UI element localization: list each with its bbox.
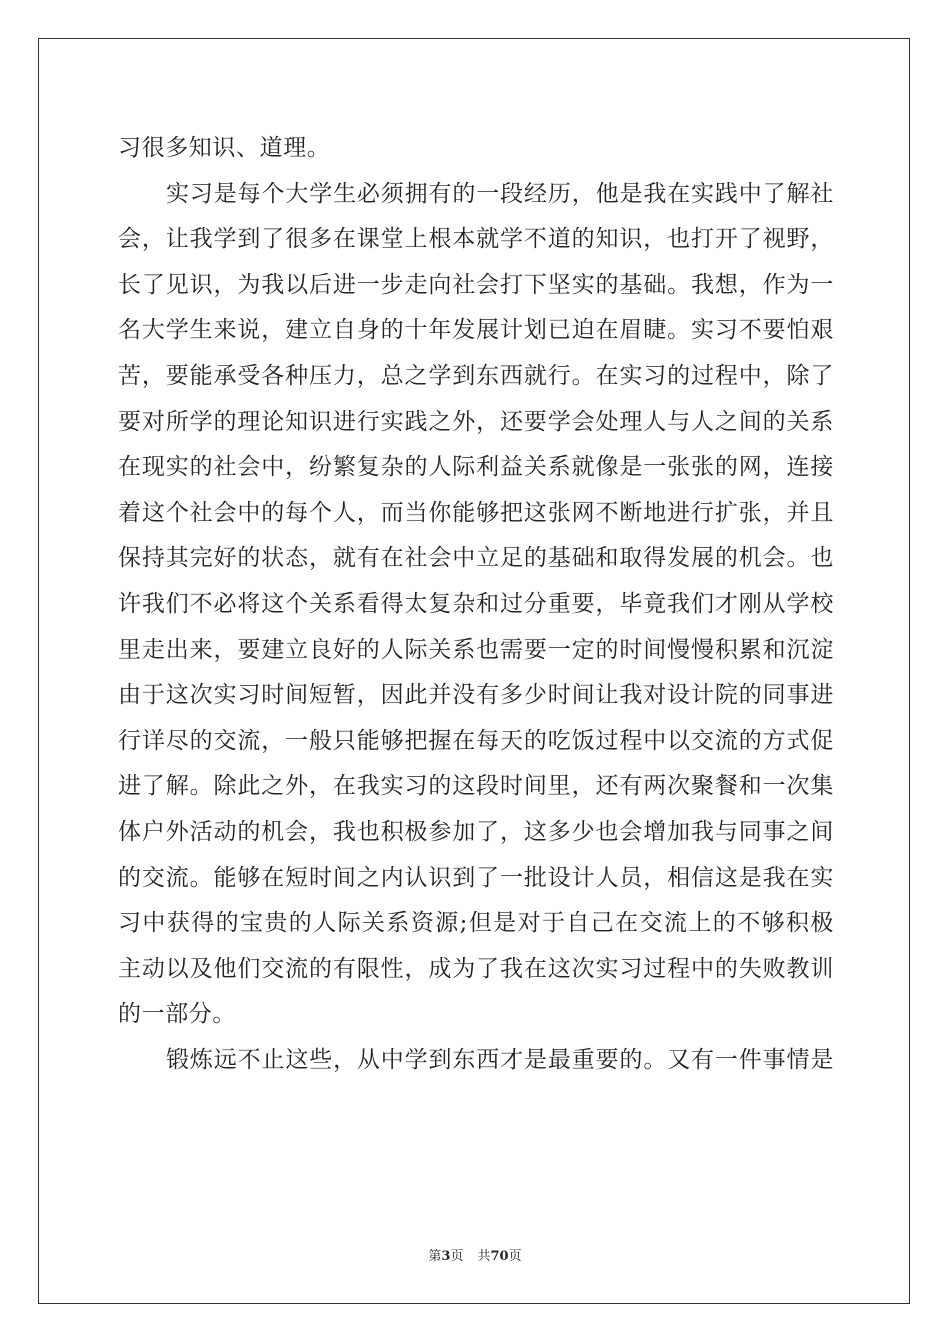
total-suffix: 页 <box>508 1249 522 1264</box>
page-number: 3 <box>441 1249 451 1264</box>
text-line: 着这个社会中的每个人，而当你能够把这张网不断地进行扩张，并且 <box>118 499 834 526</box>
text-line: 由于这次实习时间短暂，因此并没有多少时间让我对设计院的同事进 <box>118 682 834 709</box>
page-suffix: 页 <box>450 1249 464 1264</box>
body-text <box>118 126 834 1083</box>
total-pages: 70 <box>490 1249 509 1264</box>
text-line: 要对所学的理论知识进行实践之外，还要学会处理人与人之间的关系 <box>118 408 834 435</box>
text-line: 体户外活动的机会，我也积极参加了，这多少也会增加我与同事之间 <box>118 818 834 845</box>
text-line: 锻炼远不止这些，从中学到东西才是最重要的。又有一件事情是 <box>166 1046 834 1073</box>
text-line: 会，让我学到了很多在课堂上根本就学不道的知识，也打开了视野， <box>118 226 834 253</box>
text-line: 习中获得的宝贵的人际关系资源;但是对于自己在交流上的不够积极 <box>118 910 834 937</box>
text-line: 主动以及他们交流的有限性，成为了我在这次实习过程中的失败教训 <box>118 955 834 982</box>
text-line: 保持其完好的状态，就有在社会中立足的基础和取得发展的机会。也 <box>118 545 834 572</box>
text-line: 名大学生来说，建立自身的十年发展计划已迫在眉睫。实习不要怕艰 <box>118 317 834 344</box>
page-prefix: 第 <box>428 1249 442 1264</box>
text-line: 的交流。能够在短时间之内认识到了一批设计人员，相信这是我在实 <box>118 864 834 891</box>
page-footer <box>0 1245 950 1264</box>
text-line: 在现实的社会中，纷繁复杂的人际利益关系就像是一张张的网，连接 <box>118 454 834 481</box>
text-line: 的一部分。 <box>118 1001 236 1028</box>
text-line: 习很多知识、道理。 <box>118 135 331 161</box>
text-line: 里走出来，要建立良好的人际关系也需要一定的时间慢慢积累和沉淀 <box>118 636 834 663</box>
text-line: 苦，要能承受各种压力，总之学到东西就行。在实习的过程中，除了 <box>118 362 834 389</box>
text-line: 长了见识，为我以后进一步走向社会打下坚实的基础。我想，作为一 <box>118 271 834 298</box>
text-line: 许我们不必将这个关系看得太复杂和过分重要，毕竟我们才刚从学校 <box>118 590 834 617</box>
total-prefix: 共 <box>477 1249 491 1264</box>
text-line: 进了解。除此之外，在我实习的这段时间里，还有两次聚餐和一次集 <box>118 773 834 800</box>
text-line: 行详尽的交流，一般只能够把握在每天的吃饭过程中以交流的方式促 <box>118 727 834 754</box>
text-line: 实习是每个大学生必须拥有的一段经历，他是我在实践中了解社 <box>166 180 834 207</box>
